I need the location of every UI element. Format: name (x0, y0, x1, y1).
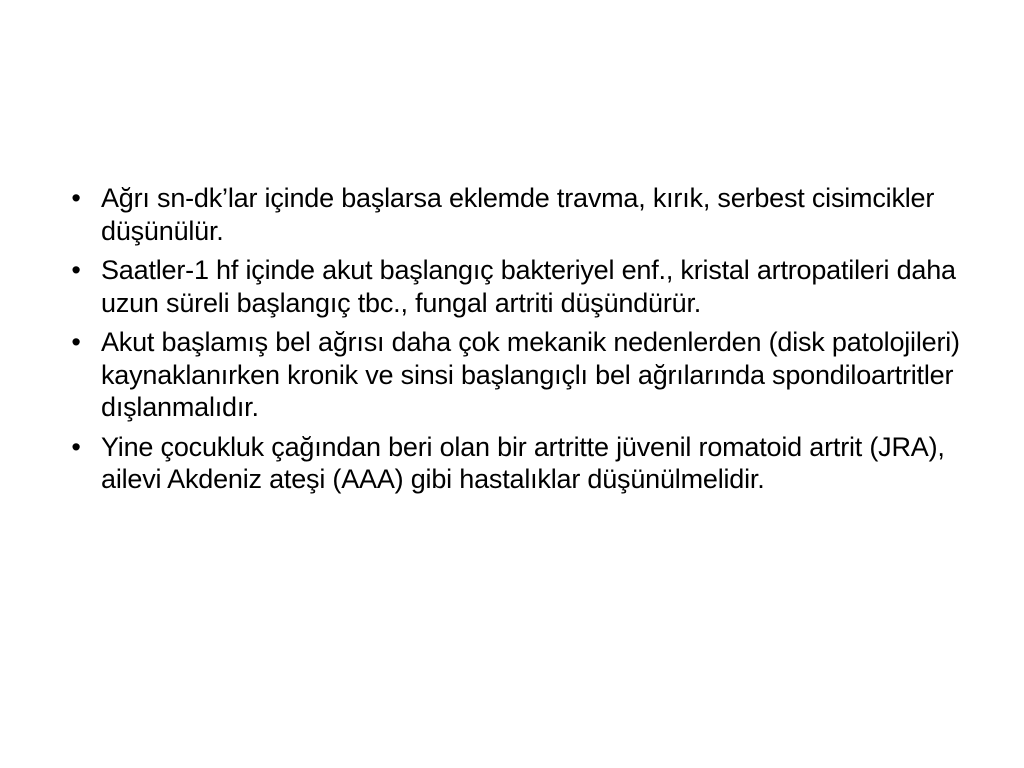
slide-body (62, 182, 972, 503)
bullet-icon: • (71, 431, 81, 462)
bullet-list (62, 182, 972, 496)
bullet-text: Saatler-1 hf içinde akut başlangıç bakteriyel enf., kristal artropatileri daha uzun süreli başlangıç tbc., fungal artriti düşündürür. (101, 255, 956, 318)
bullet-icon: • (71, 327, 81, 357)
bullet-text: Akut başlamış bel ağrısı daha çok mekanik nedenlerden (disk patolojileri) kaynaklanırken kronik ve sinsi başlangıçlı bel ağrılarında spondiloartritler dışlanmalıdır. (101, 327, 960, 422)
bullet-text: Yine çocukluk çağından beri olan bir artritte jüvenil romatoid artrit (JRA), ailevi Akdeniz ateşi (AAA) gibi hastalıklar düşünülmelidir. (101, 431, 945, 494)
bullet-text: Ağrı sn-dk’lar içinde başlarsa eklemde travma, kırık, serbest cisimcikler düşünülür. (101, 183, 935, 246)
bullet-icon: • (71, 183, 81, 213)
bullet-item (62, 431, 972, 496)
bullet-item (62, 254, 972, 319)
bullet-icon: • (71, 255, 81, 285)
bullet-item (62, 182, 972, 247)
bullet-item (62, 326, 972, 424)
